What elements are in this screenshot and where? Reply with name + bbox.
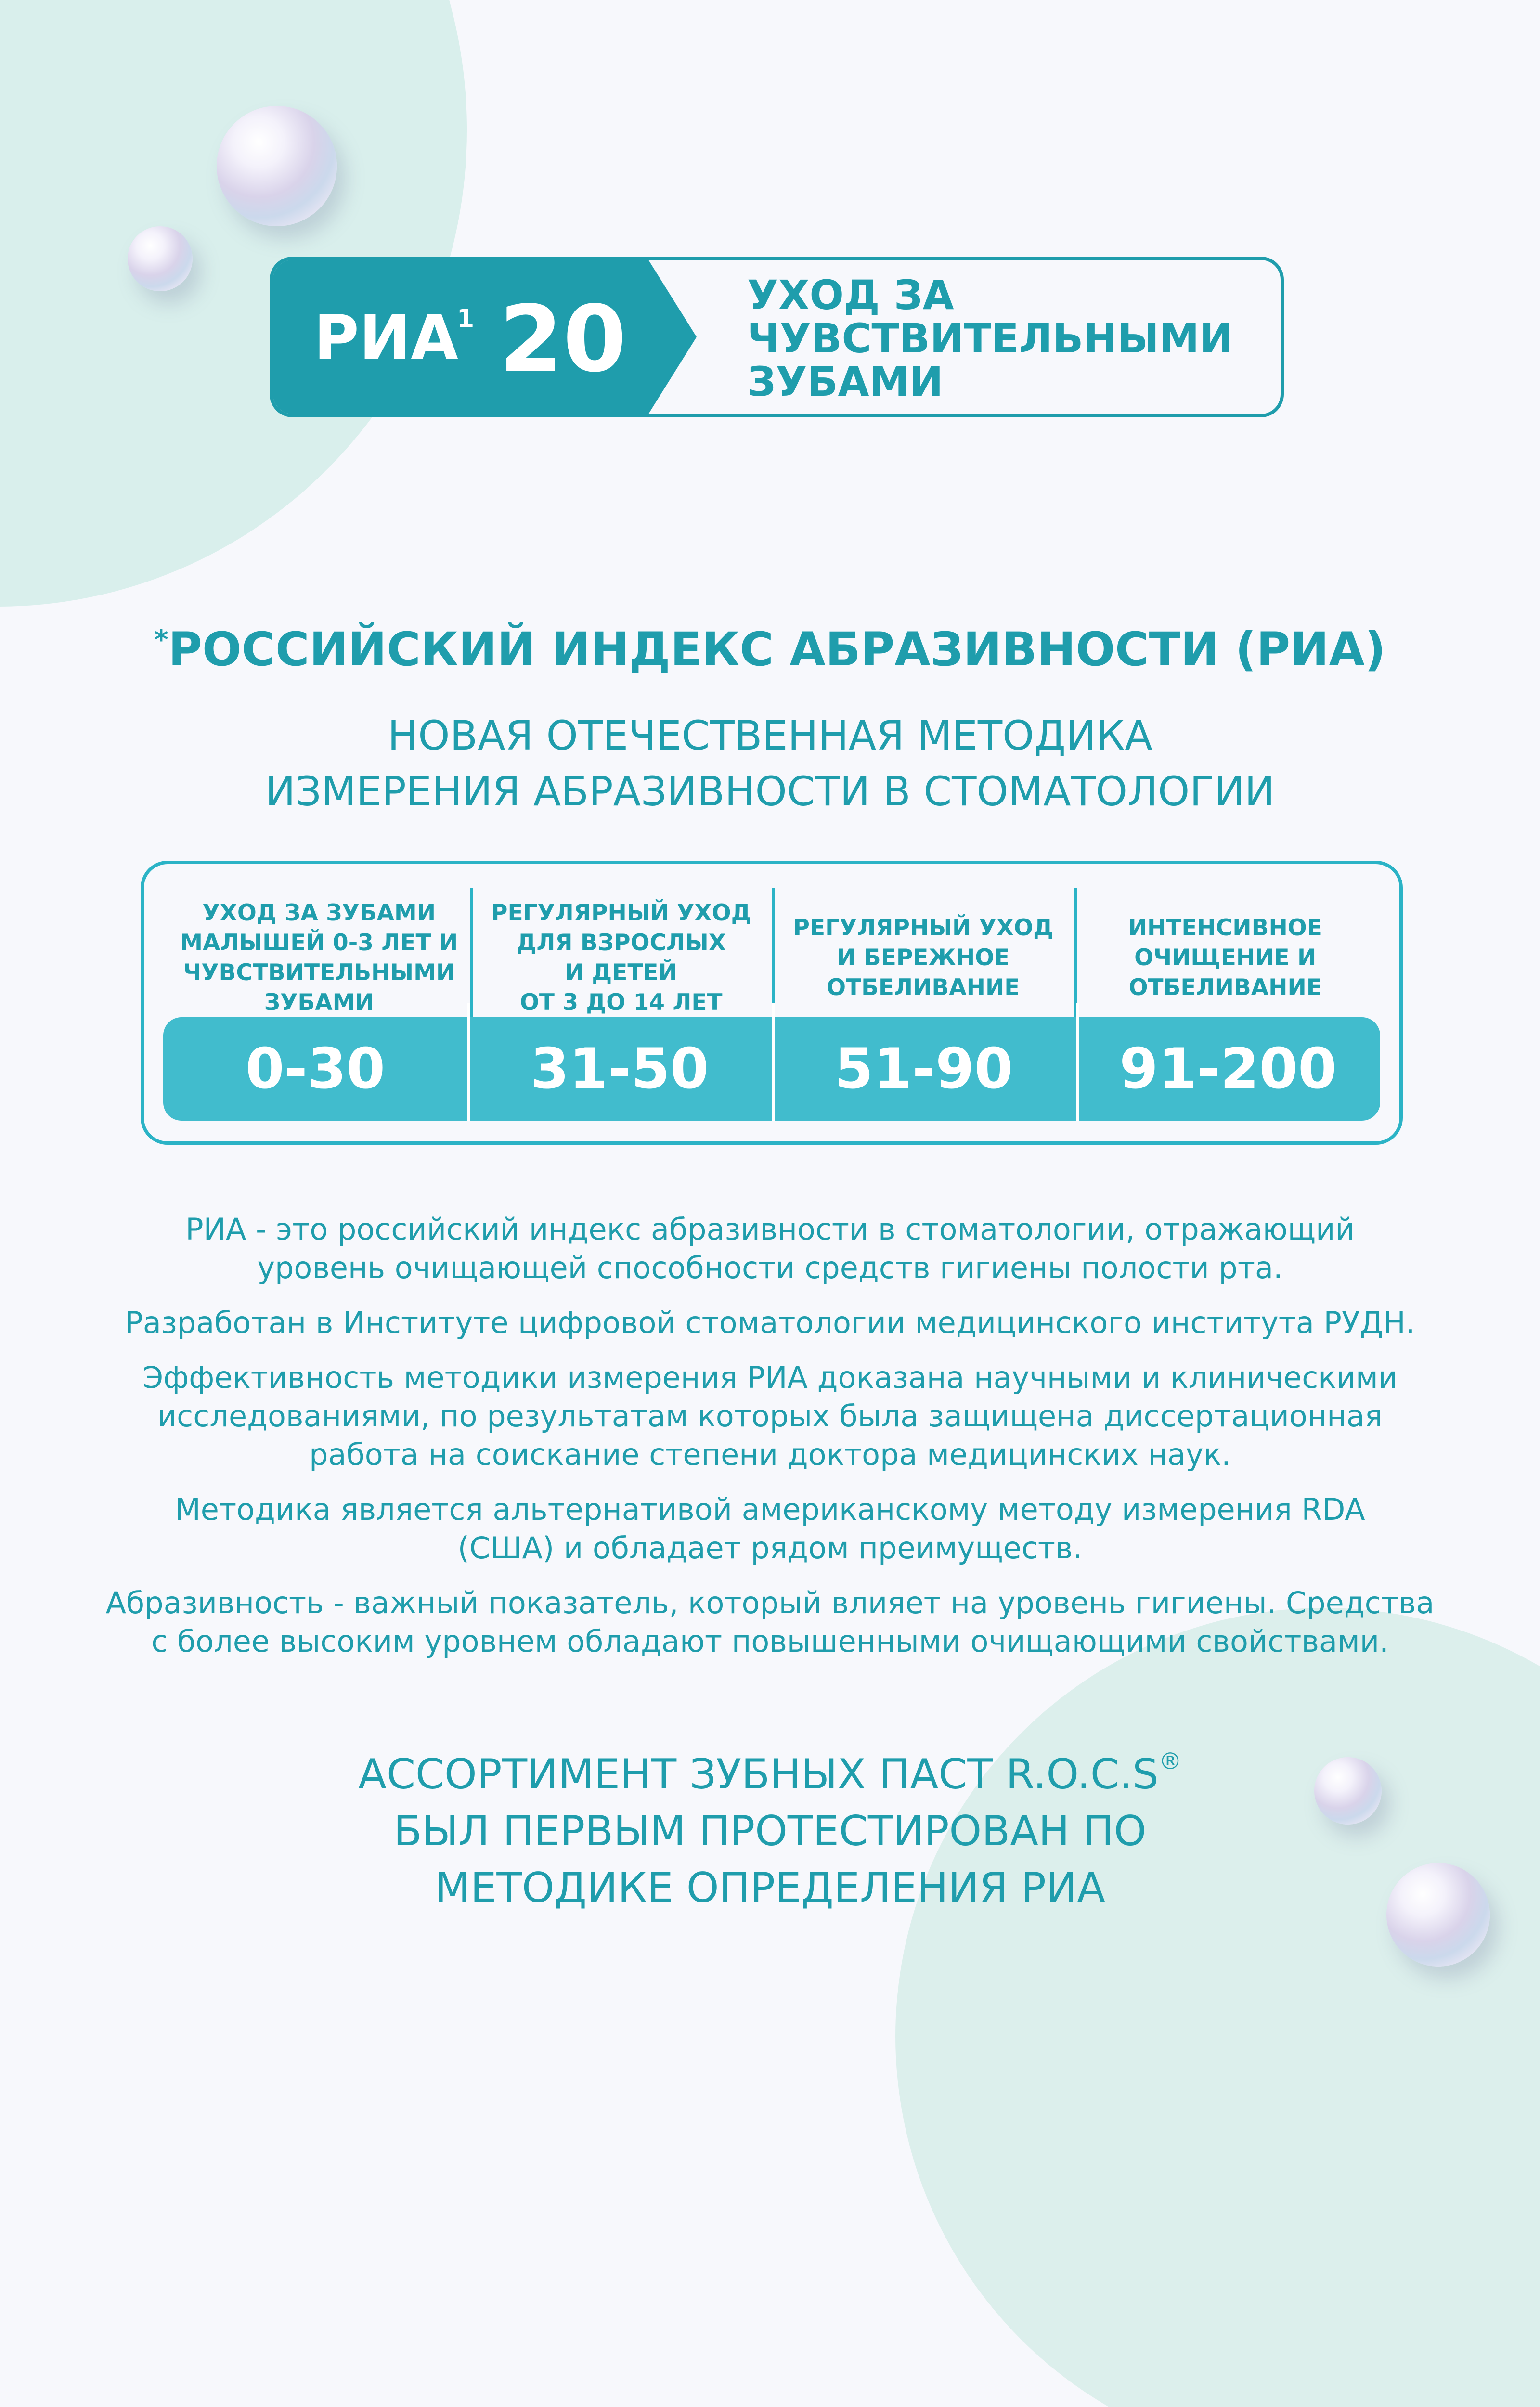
subtitle-line: НОВАЯ ОТЕЧЕСТВЕННАЯ МЕТОДИКА: [388, 712, 1152, 759]
scale-label-line: И ДЕТЕЙ: [565, 959, 677, 986]
scale-range-1: 31-50: [467, 1017, 772, 1121]
badge-text-line: ЗУБАМИ: [747, 358, 944, 405]
scale-label-line: МАЛЫШЕЙ 0-3 ЛЕТ И: [180, 930, 458, 956]
scale-label-line: ОТ 3 ДО 14 ЛЕТ: [519, 989, 723, 1016]
paragraph-line: уровень очищающей способности средств гигиены полости рта.: [257, 1250, 1283, 1285]
footer-line: [0, 1733, 1540, 1803]
scale-label-line: ЧУВСТВИТЕЛЬНЫМИ: [183, 959, 455, 986]
scale-label-line: РЕГУЛЯРНЫЙ УХОД: [491, 900, 751, 926]
paragraph-line: Разработан в Институте цифровой стоматологии медицинского института РУДН.: [125, 1305, 1415, 1340]
description-text: [0, 1194, 1540, 1677]
footer-line-text: АССОРТИМЕНТ ЗУБНЫХ ПАСТ R.O.C.S: [358, 1750, 1159, 1799]
scale-label-line: ЗУБАМИ: [264, 989, 374, 1016]
paragraph-line: Методика является альтернативой американскому методу измерения RDA: [175, 1492, 1365, 1527]
decor-circle-bottom: [895, 1608, 1540, 2407]
paragraph-line: работа на соискание степени доктора медицинских наук.: [309, 1437, 1231, 1472]
scale-label-0: [168, 883, 470, 1033]
paragraph-line: Эффективность методики измерения РИА доказана научными и клиническими: [142, 1360, 1398, 1395]
abrasivity-scale: [141, 861, 1403, 1145]
paragraph-line: (США) и обладает рядом преимуществ.: [457, 1530, 1083, 1566]
scale-range-3: 91-200: [1076, 1017, 1380, 1121]
scale-label-line: ОЧИЩЕНИЕ И: [1134, 945, 1317, 971]
page-subtitle: [0, 708, 1540, 819]
pearl-image: [217, 106, 337, 226]
ria-badge: [270, 257, 1284, 417]
title-asterisk: *: [154, 624, 168, 656]
footer-line: МЕТОДИКЕ ОПРЕДЕЛЕНИЯ РИА: [434, 1864, 1106, 1912]
footer-line: БЫЛ ПЕРВЫМ ПРОТЕСТИРОВАН ПО: [393, 1807, 1147, 1855]
paragraph-line: с более высоким уровнем обладают повышенными очищающими свойствами.: [151, 1624, 1389, 1659]
badge-text-line: УХОД ЗА: [747, 272, 954, 319]
scale-label-2: [772, 883, 1074, 1033]
badge-value: 20: [499, 286, 627, 392]
badge-text-line: ЧУВСТВИТЕЛЬНЫМИ: [747, 315, 1233, 362]
badge-description: [747, 273, 1233, 403]
scale-range-2: 51-90: [772, 1017, 1076, 1121]
scale-label-line: ДЛЯ ВЗРОСЛЫХ: [516, 930, 726, 956]
page-title: [0, 611, 1540, 678]
scale-label-1: [470, 883, 773, 1033]
scale-label-line: УХОД ЗА ЗУБАМИ: [202, 900, 436, 926]
scale-label-line: ОТБЕЛИВАНИЕ: [827, 974, 1020, 1001]
badge-superscript: 1: [457, 304, 475, 333]
scale-values-bar: [163, 1017, 1380, 1121]
subtitle-line: ИЗМЕРЕНИЯ АБРАЗИВНОСТИ В СТОМАТОЛОГИИ: [265, 768, 1275, 815]
registered-mark: ®: [1158, 1748, 1182, 1775]
paragraph-line: Абразивность - важный показатель, который влияет на уровень гигиены. Средства: [105, 1585, 1435, 1620]
paragraph-line: исследованиями, по результатам которых была защищена диссертационная: [157, 1398, 1383, 1434]
scale-label-3: [1074, 883, 1377, 1033]
scale-range-0: 0-30: [245, 1036, 386, 1101]
scale-label-line: ИНТЕНСИВНОЕ: [1128, 915, 1322, 941]
pearl-image: [128, 226, 193, 291]
badge-label: РИА: [314, 302, 458, 374]
paragraph-line: РИА - это российский индекс абразивности в стоматологии, отражающий: [185, 1212, 1355, 1247]
scale-label-line: И БЕРЕЖНОЕ: [837, 945, 1010, 971]
title-text: РОССИЙСКИЙ ИНДЕКС АБРАЗИВНОСТИ (РИА): [168, 622, 1386, 676]
scale-label-line: ОТБЕЛИВАНИЕ: [1128, 974, 1322, 1001]
scale-label-line: РЕГУЛЯРНЫЙ УХОД: [793, 915, 1053, 941]
footer-statement: [0, 1733, 1540, 1916]
